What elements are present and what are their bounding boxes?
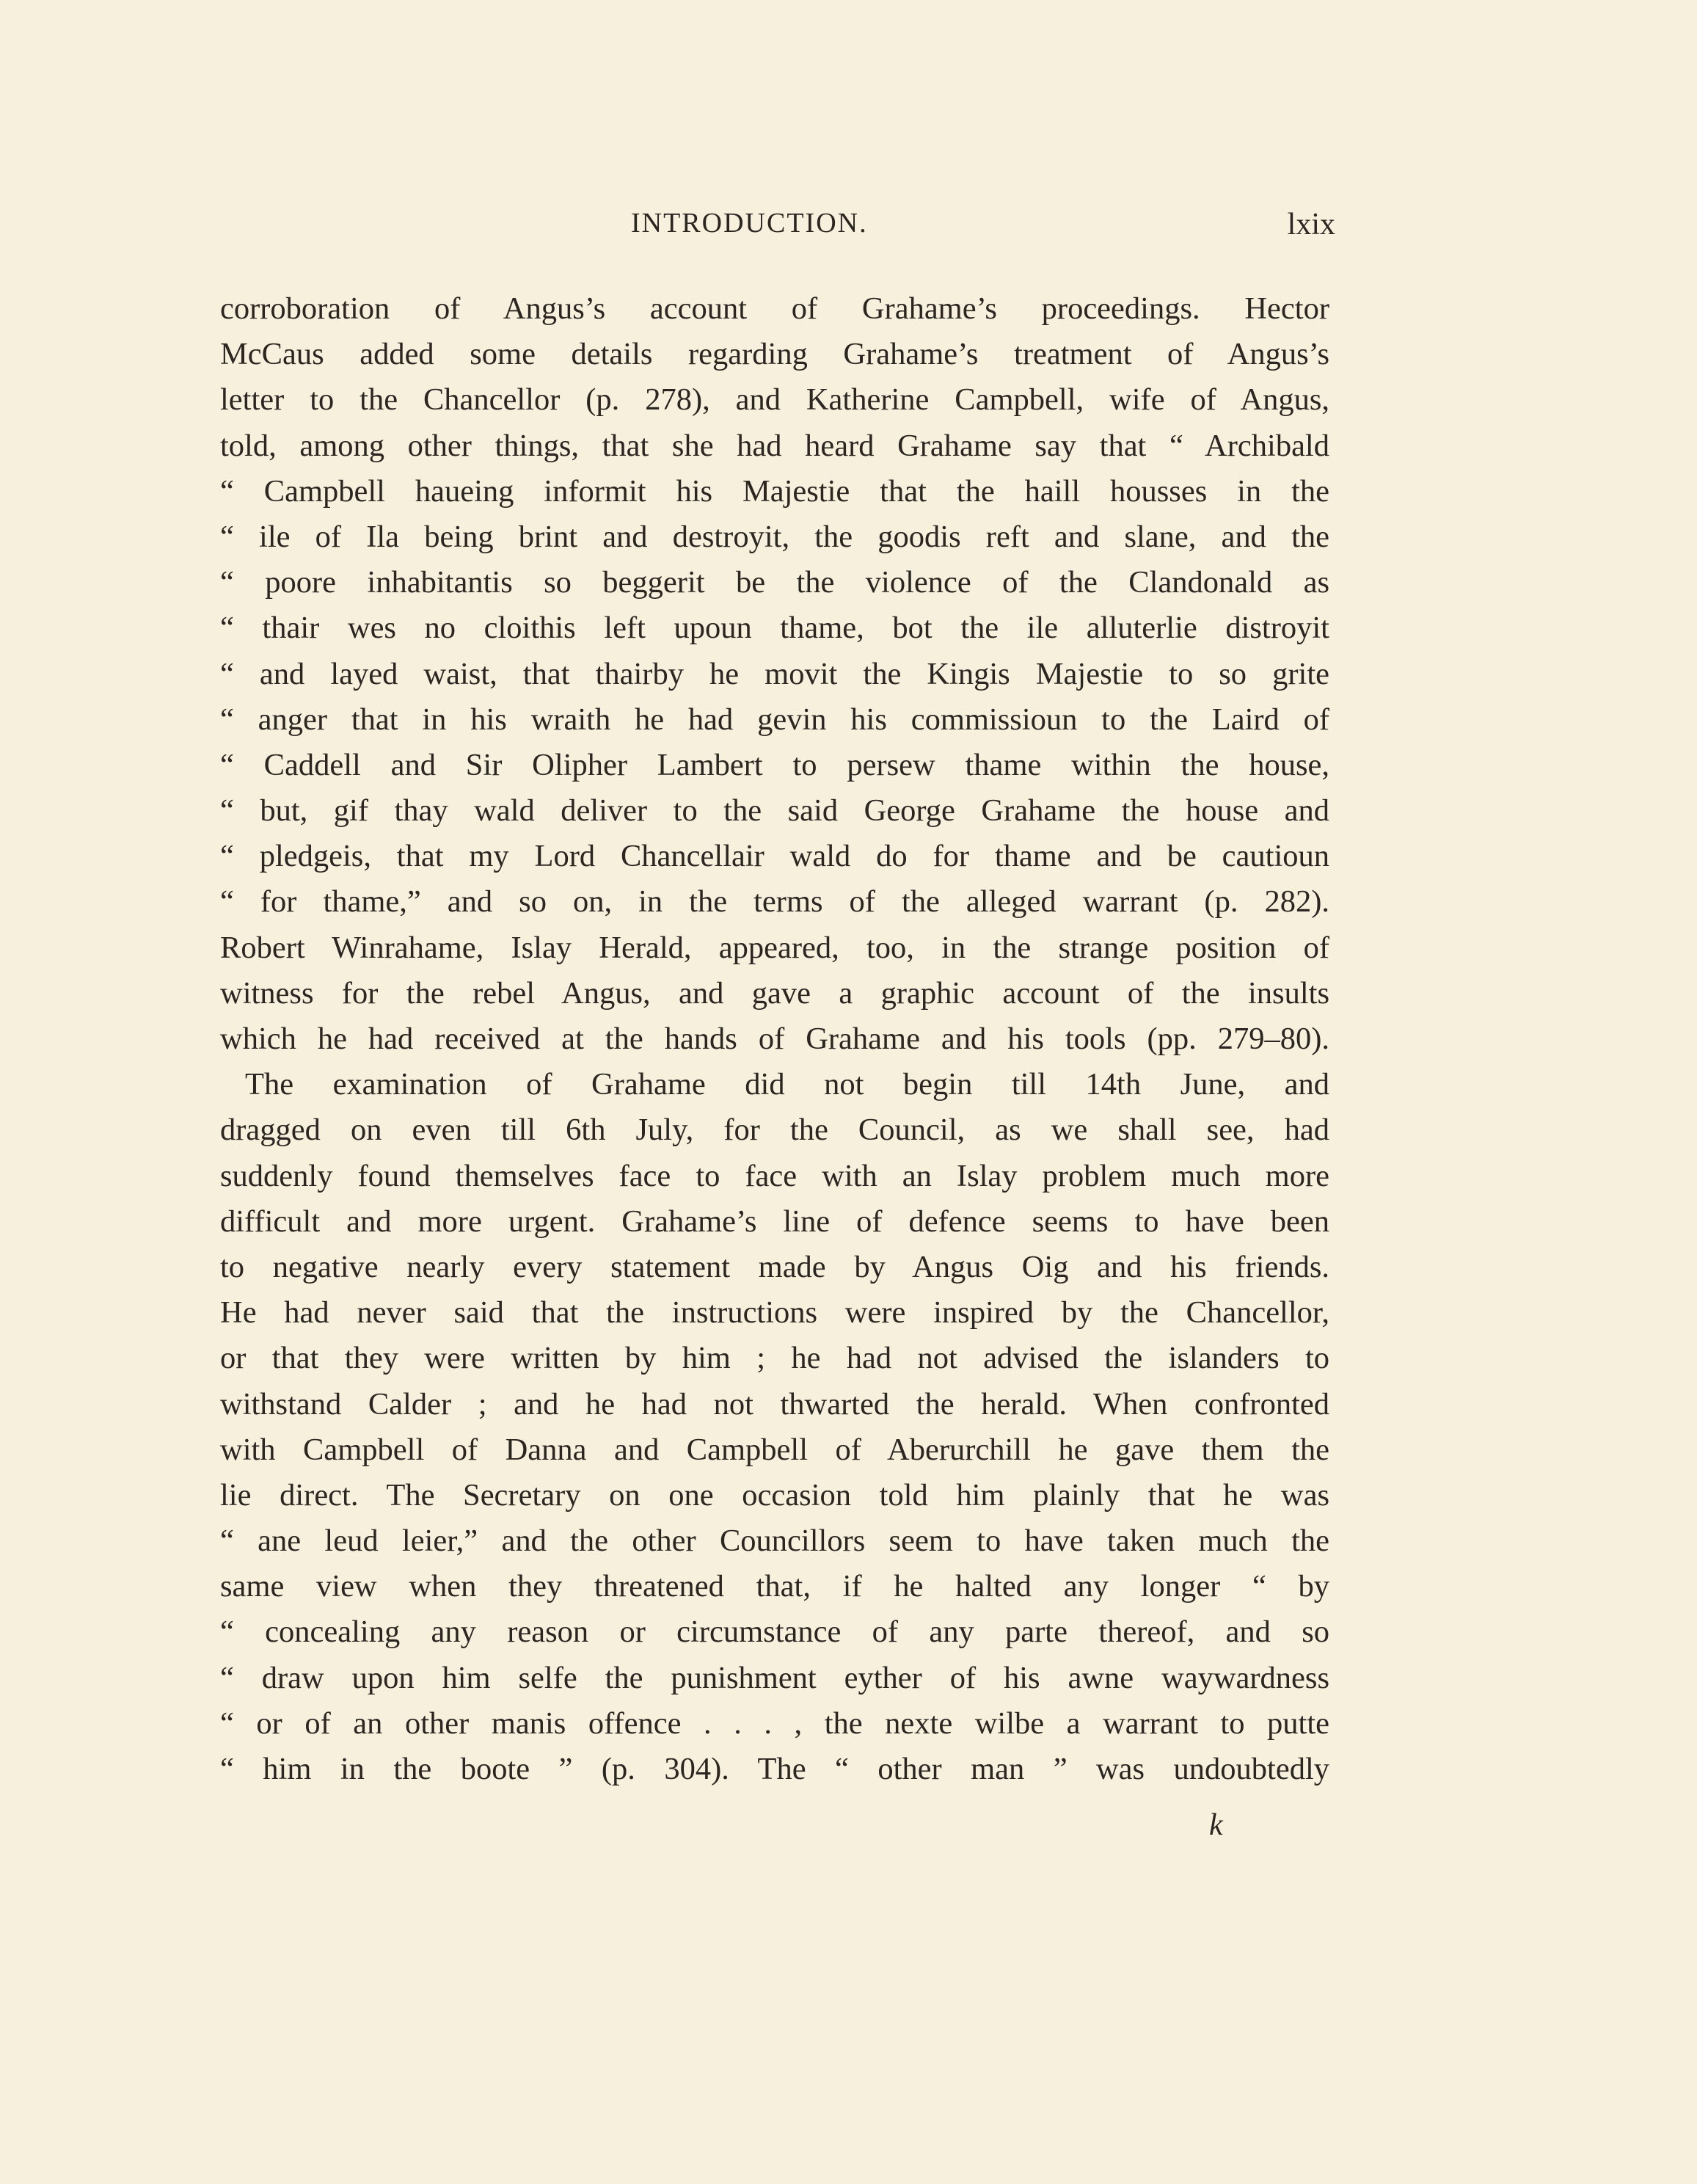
text-line: He had never said that the instructions were inspired by the Chancellor, xyxy=(220,1295,1329,1331)
text-line: “ concealing any reason or circumstance of any parte thereof, and so xyxy=(220,1615,1329,1650)
text-line: “ him in the boote ” (p. 304). The “ other man ” was undoubtedly xyxy=(220,1752,1329,1786)
text-line: “ but, gif thay wald deliver to the said George Grahame the house and xyxy=(220,793,1329,829)
body-text xyxy=(220,286,1329,1792)
text-line: “ for thame,” and so on, in the terms of the alleged warrant (p. 282). xyxy=(220,884,1329,920)
paragraph-first-line: The examination of Grahame did not begin till 14th June, and xyxy=(245,1067,1329,1102)
text-line: “ thair wes no cloithis left upoun thame, bot the ile alluterlie distroyit xyxy=(220,611,1329,646)
text-line: letter to the Chancellor (p. 278), and Katherine Campbell, wife of Angus, xyxy=(220,382,1329,418)
signature-mark: k xyxy=(1209,1808,1223,1842)
text-line: “ ile of Ila being brint and destroyit, the goodis reft and slane, and the xyxy=(220,519,1329,554)
text-line: same view when they threatened that, if he halted any longer “ by xyxy=(220,1569,1329,1604)
text-line: “ draw upon him selfe the punishment eyther of his awne waywardness xyxy=(220,1660,1329,1695)
text-line: “ pledgeis, that my Lord Chancellair wald do for thame and be cautioun xyxy=(220,839,1329,874)
text-line: difficult and more urgent. Grahame’s line of defence seems to have been xyxy=(220,1204,1329,1239)
text-line: withstand Calder ; and he had not thwarted the herald. When confronted xyxy=(220,1386,1329,1422)
text-line: or that they were written by him ; he had not advised the islanders to xyxy=(220,1341,1329,1376)
text-line: dragged on even till 6th July, for the Council, as we shall see, had xyxy=(220,1113,1329,1148)
text-line: corroboration of Angus’s account of Grahame’s proceedings. Hector xyxy=(220,291,1329,326)
text-line: which he had received at the hands of Grahame and his tools (pp. 279–80). xyxy=(220,1022,1329,1056)
text-line: suddenly found themselves face to face with an Islay problem much more xyxy=(220,1158,1329,1193)
text-line: witness for the rebel Angus, and gave a graphic account of the insults xyxy=(220,975,1329,1011)
running-head xyxy=(220,207,1335,251)
running-title: INTRODUCTION. xyxy=(631,208,868,239)
text-line: with Campbell of Danna and Campbell of Aberurchill he gave them the xyxy=(220,1432,1329,1467)
text-line: “ poore inhabitantis so beggerit be the violence of the Clandonald as xyxy=(220,565,1329,600)
text-line: “ and layed waist, that thairby he movit the Kingis Majestie to so grite xyxy=(220,656,1329,691)
text-line: lie direct. The Secretary on one occasion told him plainly that he was xyxy=(220,1477,1329,1513)
page-number: lxix xyxy=(1287,208,1335,241)
text-line: “ Caddell and Sir Olipher Lambert to persew thame within the house, xyxy=(220,747,1329,782)
text-line: “ Campbell haueing informit his Majestie that the haill housses in the xyxy=(220,473,1329,509)
text-line: “ anger that in his wraith he had gevin his commissioun to the Laird of xyxy=(220,702,1329,737)
text-line: McCaus added some details regarding Grahame’s treatment of Angus’s xyxy=(220,337,1329,372)
text-line: told, among other things, that she had heard Grahame say that “ Archibald xyxy=(220,428,1329,463)
text-line: to negative nearly every statement made by Angus Oig and his friends. xyxy=(220,1249,1329,1284)
text-line: “ ane leud leier,” and the other Councillors seem to have taken much the xyxy=(220,1524,1329,1559)
text-line: Robert Winrahame, Islay Herald, appeared, too, in the strange position of xyxy=(220,930,1329,965)
text-line: “ or of an other manis offence . . . , the nexte wilbe a warrant to putte xyxy=(220,1706,1329,1741)
